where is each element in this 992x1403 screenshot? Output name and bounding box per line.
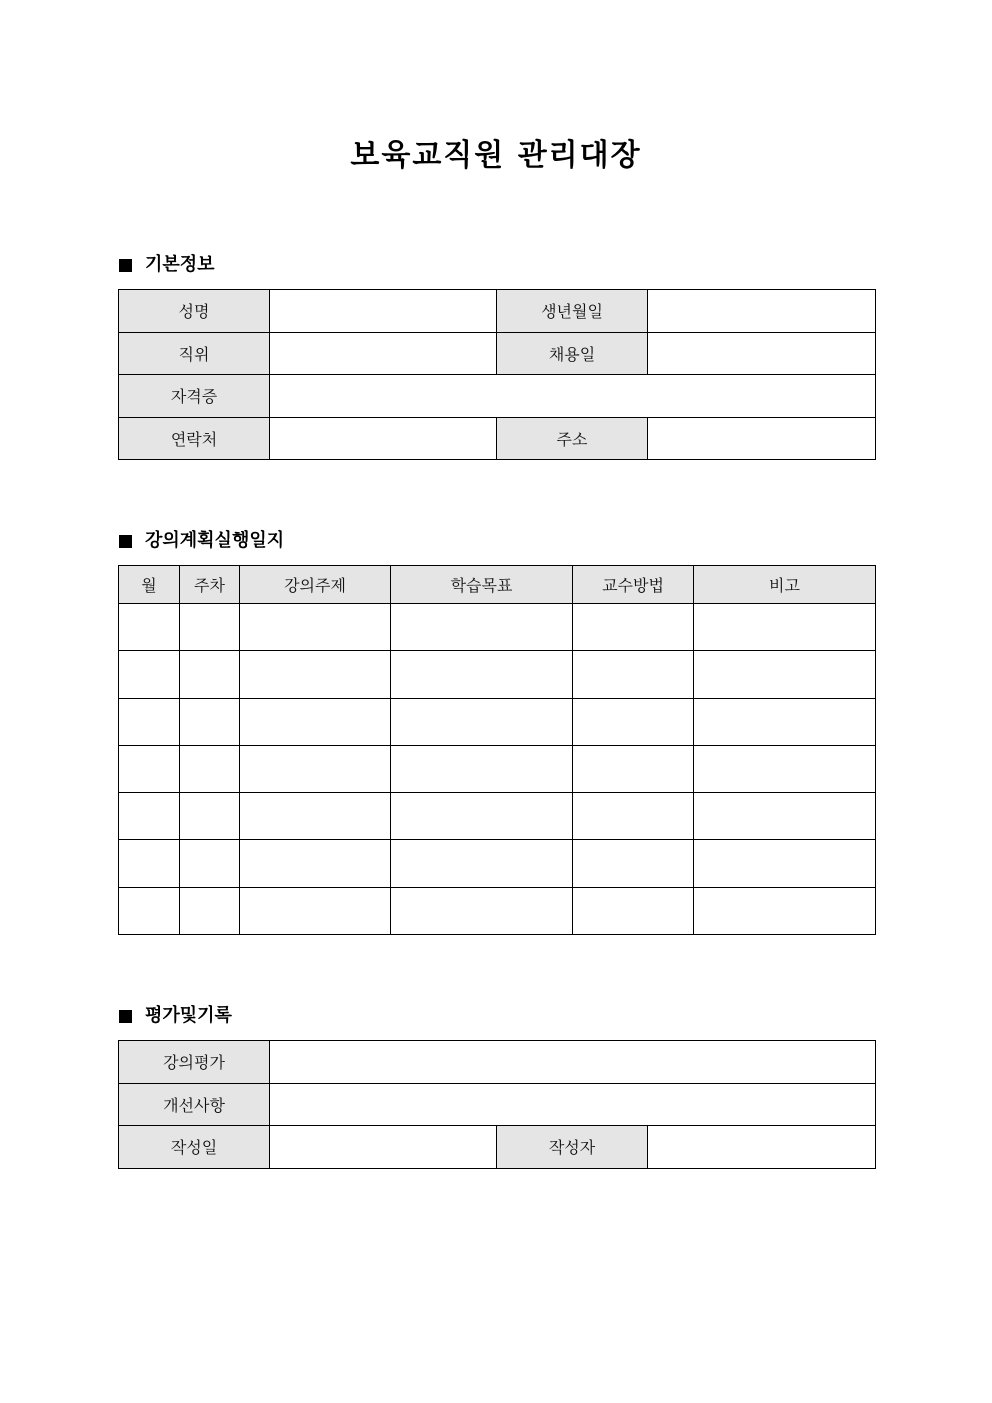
birth-date-field[interactable]	[648, 290, 876, 333]
table-header-row	[119, 566, 876, 604]
column-header-month: 월	[119, 566, 180, 604]
remarks-cell[interactable]	[694, 604, 876, 651]
birth-date-label: 생년월일	[497, 290, 648, 333]
topic-cell[interactable]	[240, 887, 391, 934]
month-cell[interactable]	[119, 651, 180, 698]
objective-cell[interactable]	[391, 887, 573, 934]
table-row	[119, 604, 876, 651]
section-heading-basic-info	[119, 253, 215, 277]
position-label: 직위	[119, 332, 270, 375]
basic-info-table	[118, 289, 876, 460]
month-cell[interactable]	[119, 604, 180, 651]
name-label: 성명	[119, 290, 270, 333]
section-title: 평가및기록	[145, 1005, 232, 1026]
table-row	[119, 840, 876, 887]
contact-label: 연락처	[119, 417, 270, 460]
column-header-topic: 강의주제	[240, 566, 391, 604]
square-bullet-icon	[119, 259, 132, 272]
week-cell[interactable]	[180, 651, 240, 698]
table-row	[119, 698, 876, 745]
table-row	[119, 332, 876, 375]
section-title: 기본정보	[145, 254, 215, 275]
week-cell[interactable]	[180, 793, 240, 840]
method-cell[interactable]	[573, 604, 694, 651]
table-row	[119, 1083, 876, 1126]
remarks-cell[interactable]	[694, 793, 876, 840]
column-header-remarks: 비고	[694, 566, 876, 604]
remarks-cell[interactable]	[694, 745, 876, 792]
lecture-evaluation-field[interactable]	[270, 1041, 876, 1084]
position-field[interactable]	[270, 332, 497, 375]
method-cell[interactable]	[573, 651, 694, 698]
table-row	[119, 417, 876, 460]
month-cell[interactable]	[119, 698, 180, 745]
section-heading-lecture-plan	[119, 529, 284, 553]
method-cell[interactable]	[573, 698, 694, 745]
square-bullet-icon	[119, 1010, 132, 1023]
table-row	[119, 1041, 876, 1084]
objective-cell[interactable]	[391, 698, 573, 745]
lecture-evaluation-label: 강의평가	[119, 1041, 270, 1084]
section-heading-evaluation	[119, 1004, 232, 1028]
hire-date-label: 채용일	[497, 332, 648, 375]
method-cell[interactable]	[573, 745, 694, 792]
address-field[interactable]	[648, 417, 876, 460]
remarks-cell[interactable]	[694, 651, 876, 698]
method-cell[interactable]	[573, 840, 694, 887]
topic-cell[interactable]	[240, 604, 391, 651]
month-cell[interactable]	[119, 840, 180, 887]
lecture-plan-table	[118, 565, 876, 935]
week-cell[interactable]	[180, 887, 240, 934]
week-cell[interactable]	[180, 840, 240, 887]
topic-cell[interactable]	[240, 840, 391, 887]
remarks-cell[interactable]	[694, 698, 876, 745]
month-cell[interactable]	[119, 793, 180, 840]
certificate-label: 자격증	[119, 375, 270, 418]
week-cell[interactable]	[180, 745, 240, 792]
week-cell[interactable]	[180, 698, 240, 745]
objective-cell[interactable]	[391, 840, 573, 887]
month-cell[interactable]	[119, 745, 180, 792]
column-header-method: 교수방법	[573, 566, 694, 604]
square-bullet-icon	[119, 535, 132, 548]
improvements-label: 개선사항	[119, 1083, 270, 1126]
address-label: 주소	[497, 417, 648, 460]
table-row	[119, 651, 876, 698]
remarks-cell[interactable]	[694, 840, 876, 887]
method-cell[interactable]	[573, 887, 694, 934]
contact-field[interactable]	[270, 417, 497, 460]
remarks-cell[interactable]	[694, 887, 876, 934]
author-label: 작성자	[497, 1126, 648, 1169]
table-row	[119, 887, 876, 934]
table-row	[119, 793, 876, 840]
topic-cell[interactable]	[240, 651, 391, 698]
table-row	[119, 1126, 876, 1169]
document-title: 보육교직원 관리대장	[350, 138, 642, 173]
objective-cell[interactable]	[391, 745, 573, 792]
column-header-objective: 학습목표	[391, 566, 573, 604]
improvements-field[interactable]	[270, 1083, 876, 1126]
objective-cell[interactable]	[391, 651, 573, 698]
author-field[interactable]	[648, 1126, 876, 1169]
topic-cell[interactable]	[240, 793, 391, 840]
month-cell[interactable]	[119, 887, 180, 934]
section-title: 강의계획실행일지	[145, 530, 285, 551]
objective-cell[interactable]	[391, 604, 573, 651]
hire-date-field[interactable]	[648, 332, 876, 375]
name-field[interactable]	[270, 290, 497, 333]
written-date-field[interactable]	[270, 1126, 497, 1169]
table-row	[119, 375, 876, 418]
week-cell[interactable]	[180, 604, 240, 651]
certificate-field[interactable]	[270, 375, 876, 418]
method-cell[interactable]	[573, 793, 694, 840]
objective-cell[interactable]	[391, 793, 573, 840]
table-row	[119, 745, 876, 792]
written-date-label: 작성일	[119, 1126, 270, 1169]
topic-cell[interactable]	[240, 745, 391, 792]
evaluation-table	[118, 1040, 876, 1169]
table-row	[119, 290, 876, 333]
topic-cell[interactable]	[240, 698, 391, 745]
column-header-week: 주차	[180, 566, 240, 604]
